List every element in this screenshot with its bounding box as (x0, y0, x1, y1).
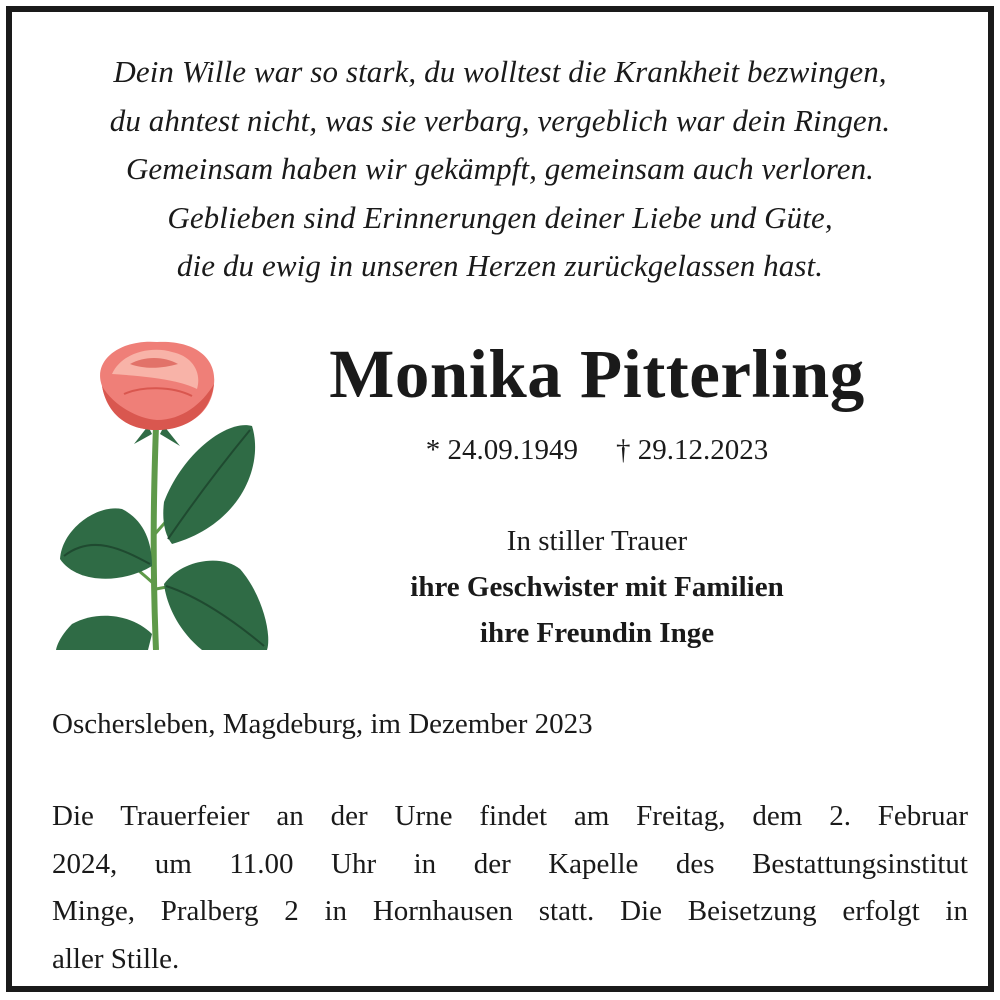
place-date: Oschersleben, Magdeburg, im Dezember 2023 (52, 708, 593, 740)
poem-verse (12, 48, 988, 291)
life-dates (260, 430, 934, 470)
notice-line: 2024, um 11.00 Uhr in der Kapelle des Bestattungsinstitut (52, 847, 968, 880)
deceased-name: Monika Pitterling (329, 336, 865, 412)
mourners-block (260, 518, 934, 656)
obituary-frame (6, 6, 994, 992)
mourners-friend: ihre Freundin Inge (479, 617, 715, 649)
rose-icon (52, 334, 284, 650)
poem-line: du ahntest nicht, was sie verbarg, vergeblich war dein Ringen. (109, 102, 891, 138)
funeral-notice (52, 793, 968, 983)
poem-line: Gemeinsam haben wir gekämpft, gemeinsam auch verloren. (125, 151, 875, 186)
mourners-family: ihre Geschwister mit Familien (410, 571, 784, 603)
notice-line: Minge, Pralberg 2 in Hornhausen statt. Die Beisetzung erfolgt in (52, 895, 968, 927)
notice-line: Die Trauerfeier an der Urne findet am Freitag, dem 2. Februar (52, 800, 968, 832)
poem-line: Geblieben sind Erinnerungen deiner Liebe und Güte, (167, 199, 833, 235)
poem-line: die du ewig in unseren Herzen zurückgelassen hast. (176, 248, 824, 283)
death-date: † 29.12.2023 (616, 434, 769, 466)
notice-line: aller Stille. (52, 942, 180, 975)
poem-line: Dein Wille war so stark, du wolltest die Krankheit bezwingen, (113, 54, 887, 89)
birth-date: * 24.09.1949 (425, 434, 578, 466)
mourners-intro: In stiller Trauer (506, 525, 688, 557)
